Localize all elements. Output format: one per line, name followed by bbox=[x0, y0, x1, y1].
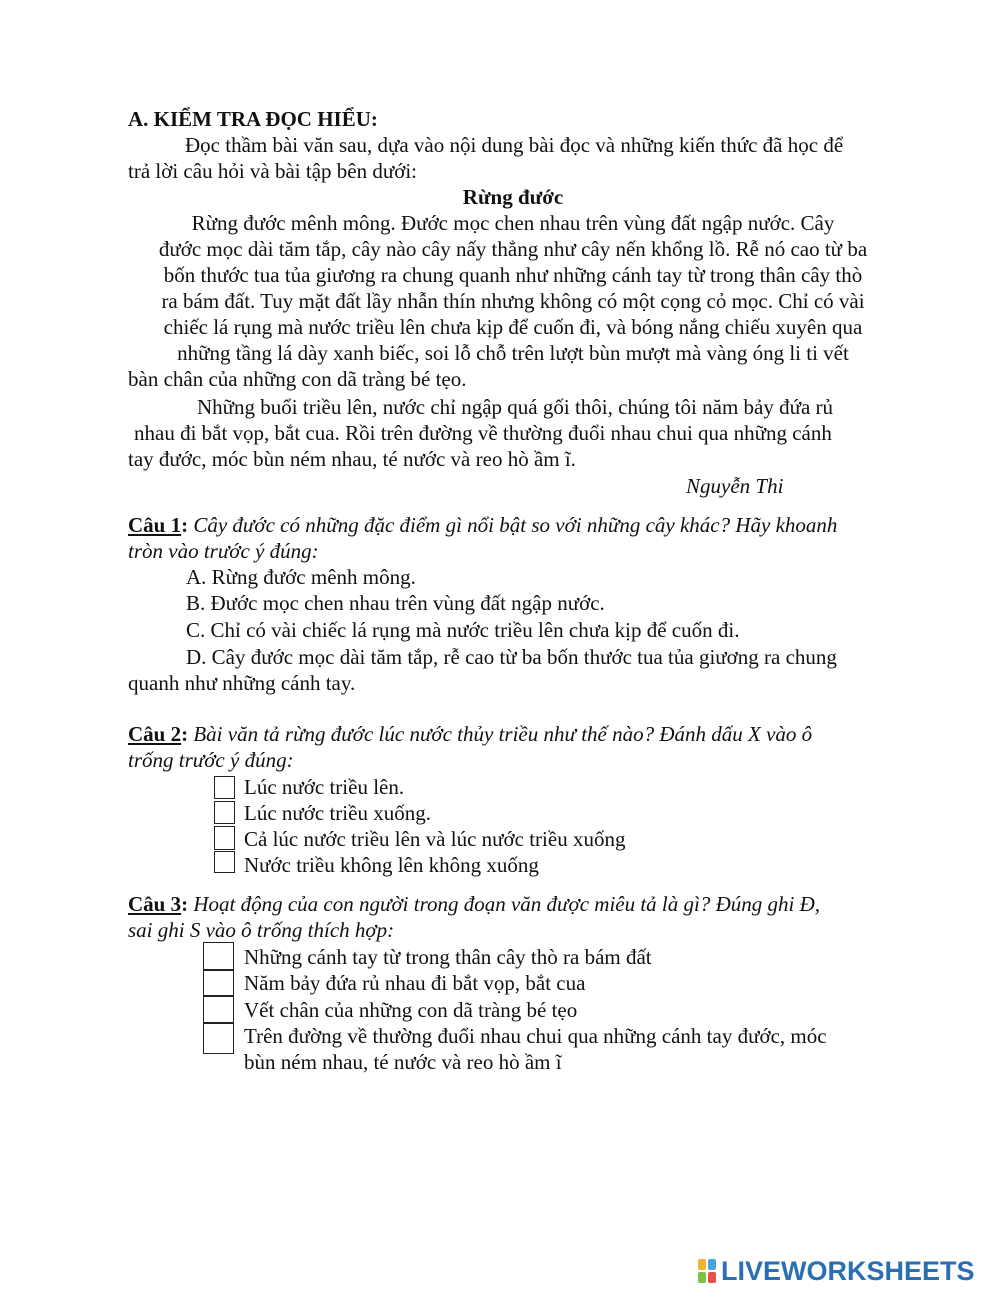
question-2-option-4: Nước triều không lên không xuống bbox=[244, 853, 539, 877]
question-1-prompt bbox=[128, 512, 837, 538]
question-3-option-4: Trên đường về thường đuổi nhau chui qua những cánh tay đước, móc bbox=[244, 1024, 827, 1048]
passage-line: bàn chân của những con dã tràng bé tẹo. bbox=[128, 367, 467, 391]
passage-line: chiếc lá rụng mà nước triều lên chưa kịp để cuốn đi, và bóng nắng chiếu xuyên qua bbox=[163, 315, 863, 339]
passage-line: Rừng đước mênh mông. Đước mọc chen nhau trên vùng đất ngập nước. Cây bbox=[191, 211, 835, 235]
question-2-text: Bài văn tả rừng đước lúc nước thủy triều như thế nào? Đánh dấu X vào ô bbox=[193, 722, 813, 746]
passage-line: đước mọc dài tăm tắp, cây nào cây nấy thẳng như cây nến khổng lồ. Rễ nó cao từ ba bbox=[158, 237, 868, 261]
question-3-prompt bbox=[128, 891, 820, 917]
question-2-text-cont: trống trước ý đúng: bbox=[128, 748, 294, 772]
logo-mark-icon bbox=[697, 1258, 717, 1284]
logo-text: LIVEWORKSHEETS bbox=[721, 1256, 975, 1286]
question-1-option-d-cont: quanh như những cánh tay. bbox=[128, 671, 356, 695]
passage-title: Rừng đước bbox=[462, 185, 564, 209]
question-3-option-1: Những cánh tay từ trong thân cây thò ra bám đất bbox=[244, 945, 652, 969]
question-3-option-2: Năm bảy đứa rủ nhau đi bắt vọp, bắt cua bbox=[244, 971, 586, 995]
passage-line: ra bám đất. Tuy mặt đất lầy nhẫn thín nhưng không có một cọng cỏ mọc. Chỉ có vài bbox=[161, 289, 865, 313]
question-3-label: Câu 3 bbox=[128, 892, 182, 916]
question-2-option-1: Lúc nước triều lên. bbox=[244, 775, 405, 799]
question-1-option-c[interactable]: C. Chỉ có vài chiếc lá rụng mà nước triều lên chưa kịp để cuốn đi. bbox=[186, 618, 740, 642]
intro-line-1: Đọc thầm bài văn sau, dựa vào nội dung bài đọc và những kiến thức đã học để bbox=[185, 133, 844, 157]
question-2-checkbox-2[interactable] bbox=[214, 801, 235, 824]
question-1-label: Câu 1 bbox=[128, 513, 182, 537]
question-2-checkbox-4[interactable] bbox=[214, 851, 235, 873]
question-1-text: Cây đước có những đặc điểm gì nổi bật so với những cây khác? Hãy khoanh bbox=[193, 513, 838, 537]
liveworksheets-logo[interactable] bbox=[697, 1256, 975, 1286]
passage-author: Nguyễn Thi bbox=[686, 474, 784, 498]
question-2-prompt bbox=[128, 721, 812, 747]
passage-line: bốn thước tua tủa giương ra chung quanh như những cánh tay từ trong thân cây thò bbox=[163, 263, 863, 287]
intro-line-2: trả lời câu hỏi và bài tập bên dưới: bbox=[128, 159, 418, 183]
passage-line: Những buổi triều lên, nước chỉ ngập quá gối thôi, chúng tôi năm bảy đứa rủ bbox=[197, 395, 834, 419]
question-3-answer-box-1[interactable] bbox=[203, 942, 234, 970]
question-3-answer-box-2[interactable] bbox=[203, 970, 234, 996]
question-2-colon: : bbox=[181, 722, 189, 746]
question-3-answer-box-4[interactable] bbox=[203, 1023, 234, 1054]
question-1-option-a[interactable]: A. Rừng đước mênh mông. bbox=[186, 565, 416, 589]
logo-square bbox=[708, 1259, 716, 1270]
passage-line: những tầng lá dày xanh biếc, soi lỗ chỗ trên lượt bùn mượt mà vàng óng li ti vết bbox=[177, 341, 849, 365]
question-3-answer-box-3[interactable] bbox=[203, 996, 234, 1023]
section-title: A. KIỂM TRA ĐỌC HIỂU: bbox=[128, 107, 378, 131]
question-2-option-3: Cả lúc nước triều lên và lúc nước triều xuống bbox=[244, 827, 626, 851]
logo-square bbox=[708, 1272, 716, 1283]
logo-square bbox=[698, 1259, 706, 1270]
question-1-text-cont: tròn vào trước ý đúng: bbox=[128, 539, 319, 563]
question-1-option-d[interactable]: D. Cây đước mọc dài tăm tắp, rễ cao từ ba bốn thước tua tủa giương ra chung bbox=[186, 645, 837, 669]
question-2-checkbox-1[interactable] bbox=[214, 776, 235, 799]
logo-square bbox=[698, 1272, 706, 1283]
question-2-label: Câu 2 bbox=[128, 722, 182, 746]
question-3-option-4-cont: bùn ném nhau, té nước và reo hò ầm ĩ bbox=[244, 1050, 562, 1074]
passage-line: tay đước, móc bùn ném nhau, té nước và reo hò ầm ĩ. bbox=[128, 447, 576, 471]
question-3-text-cont: sai ghi S vào ô trống thích hợp: bbox=[128, 918, 395, 942]
question-3-text: Hoạt động của con người trong đoạn văn được miêu tả là gì? Đúng ghi Đ, bbox=[193, 892, 821, 916]
question-2-checkbox-3[interactable] bbox=[214, 826, 235, 850]
question-3-option-3: Vết chân của những con dã tràng bé tẹo bbox=[244, 998, 578, 1022]
question-3-colon: : bbox=[181, 892, 189, 916]
question-1-colon: : bbox=[181, 513, 189, 537]
question-2-option-2: Lúc nước triều xuống. bbox=[244, 801, 431, 825]
passage-line: nhau đi bắt vọp, bắt cua. Rồi trên đường về thường đuổi nhau chui qua những cánh bbox=[134, 421, 832, 445]
question-1-option-b[interactable]: B. Đước mọc chen nhau trên vùng đất ngập nước. bbox=[186, 591, 605, 615]
